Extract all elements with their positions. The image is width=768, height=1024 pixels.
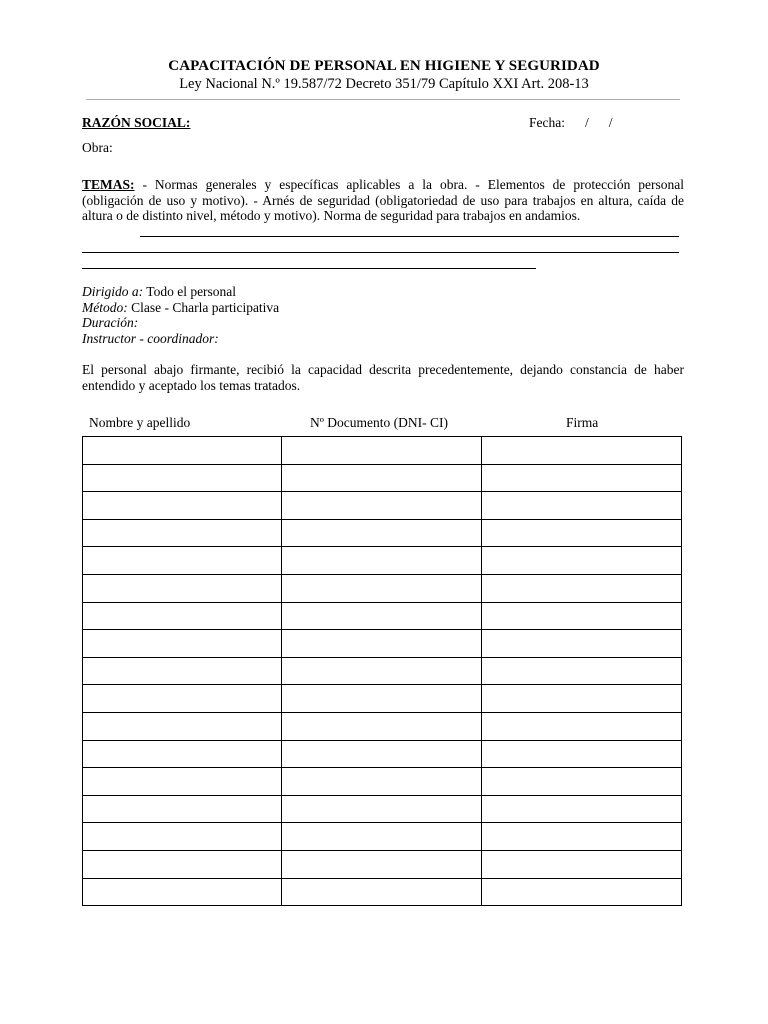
documento-cell[interactable]	[282, 768, 482, 796]
temas-text: - Normas generales y específicas aplicables a la obra. - Elementos de protección personal (obligación de uso y motivo). - Arnés de seguridad (obligatoriedad de uso para trabajos en altura, caída de altura o de distinto nivel, método y motivo). Norma de seguridad para trabajos en andamios.	[82, 177, 684, 223]
signature-table	[82, 436, 682, 906]
duracion-line	[82, 315, 138, 331]
firma-cell[interactable]	[482, 823, 682, 851]
firma-cell[interactable]	[482, 712, 682, 740]
column-header-firma: Firma	[566, 415, 599, 430]
documento-cell[interactable]	[282, 850, 482, 878]
column-header-nombre: Nombre y apellido	[89, 415, 191, 430]
table-row	[83, 850, 682, 878]
table-row	[83, 519, 682, 547]
documento-cell[interactable]	[282, 712, 482, 740]
column-header-documento: Nº Documento (DNI- CI)	[310, 415, 449, 430]
fecha-separator: /	[608, 115, 613, 130]
documento-cell[interactable]	[282, 630, 482, 658]
nombre-cell[interactable]	[83, 437, 282, 465]
dirigido-line	[82, 284, 236, 300]
metodo-line	[82, 300, 279, 316]
temas-paragraph	[82, 177, 684, 224]
documento-cell[interactable]	[282, 574, 482, 602]
fecha-separator: /	[585, 115, 589, 130]
statement-paragraph: El personal abajo firmante, recibió la capacidad descrita precedentemente, dejando constancia de haber entendido y aceptado los temas tratados.	[82, 362, 684, 393]
firma-cell[interactable]	[482, 437, 682, 465]
header-divider	[86, 99, 680, 100]
instructor-label: Instructor - coordinador:	[82, 331, 219, 346]
table-row	[83, 630, 682, 658]
table-row	[83, 547, 682, 575]
documento-cell[interactable]	[282, 492, 482, 520]
table-row	[83, 768, 682, 796]
firma-cell[interactable]	[482, 574, 682, 602]
table-row	[83, 712, 682, 740]
firma-cell[interactable]	[482, 685, 682, 713]
table-row	[83, 740, 682, 768]
firma-cell[interactable]	[482, 602, 682, 630]
instructor-line	[82, 331, 219, 347]
metodo-value: Clase - Charla participativa	[127, 300, 280, 315]
fecha-label: Fecha:	[529, 115, 565, 130]
documento-cell[interactable]	[282, 519, 482, 547]
firma-cell[interactable]	[482, 795, 682, 823]
firma-cell[interactable]	[482, 630, 682, 658]
temas-fill-line	[82, 252, 679, 253]
dirigido-label: Dirigido a:	[82, 284, 144, 299]
documento-cell[interactable]	[282, 437, 482, 465]
documento-cell[interactable]	[282, 878, 482, 906]
firma-cell[interactable]	[482, 878, 682, 906]
nombre-cell[interactable]	[83, 768, 282, 796]
razon-social-label: RAZÓN SOCIAL:	[82, 115, 191, 130]
table-row	[83, 795, 682, 823]
nombre-cell[interactable]	[83, 519, 282, 547]
nombre-cell[interactable]	[83, 547, 282, 575]
documento-cell[interactable]	[282, 547, 482, 575]
nombre-cell[interactable]	[83, 878, 282, 906]
nombre-cell[interactable]	[83, 657, 282, 685]
table-row	[83, 574, 682, 602]
nombre-cell[interactable]	[83, 795, 282, 823]
fecha-field	[529, 115, 613, 131]
nombre-cell[interactable]	[83, 685, 282, 713]
obra-label: Obra:	[82, 140, 113, 155]
documento-cell[interactable]	[282, 602, 482, 630]
table-row	[83, 602, 682, 630]
table-row	[83, 492, 682, 520]
table-row	[83, 685, 682, 713]
nombre-cell[interactable]	[83, 630, 282, 658]
duracion-label: Duración:	[82, 315, 139, 330]
table-row	[83, 464, 682, 492]
nombre-cell[interactable]	[83, 740, 282, 768]
firma-cell[interactable]	[482, 850, 682, 878]
nombre-cell[interactable]	[83, 712, 282, 740]
table-row	[83, 823, 682, 851]
metodo-label: Método:	[82, 300, 128, 315]
documento-cell[interactable]	[282, 795, 482, 823]
table-row	[83, 657, 682, 685]
temas-label: TEMAS:	[82, 177, 135, 192]
nombre-cell[interactable]	[83, 823, 282, 851]
firma-cell[interactable]	[482, 547, 682, 575]
documento-cell[interactable]	[282, 657, 482, 685]
documento-cell[interactable]	[282, 464, 482, 492]
temas-fill-line	[82, 268, 536, 269]
documento-cell[interactable]	[282, 685, 482, 713]
nombre-cell[interactable]	[83, 850, 282, 878]
document-title: CAPACITACIÓN DE PERSONAL EN HIGIENE Y SEGURIDAD	[168, 58, 600, 74]
nombre-cell[interactable]	[83, 602, 282, 630]
dirigido-value: Todo el personal	[143, 284, 237, 299]
firma-cell[interactable]	[482, 768, 682, 796]
firma-cell[interactable]	[482, 464, 682, 492]
table-row	[83, 878, 682, 906]
temas-fill-line	[140, 236, 679, 237]
firma-cell[interactable]	[482, 492, 682, 520]
firma-cell[interactable]	[482, 519, 682, 547]
nombre-cell[interactable]	[83, 574, 282, 602]
document-subtitle: Ley Nacional N.º 19.587/72 Decreto 351/79 Capítulo XXI Art. 208-13	[179, 76, 589, 92]
nombre-cell[interactable]	[83, 492, 282, 520]
documento-cell[interactable]	[282, 823, 482, 851]
firma-cell[interactable]	[482, 657, 682, 685]
table-row	[83, 437, 682, 465]
documento-cell[interactable]	[282, 740, 482, 768]
firma-cell[interactable]	[482, 740, 682, 768]
nombre-cell[interactable]	[83, 464, 282, 492]
